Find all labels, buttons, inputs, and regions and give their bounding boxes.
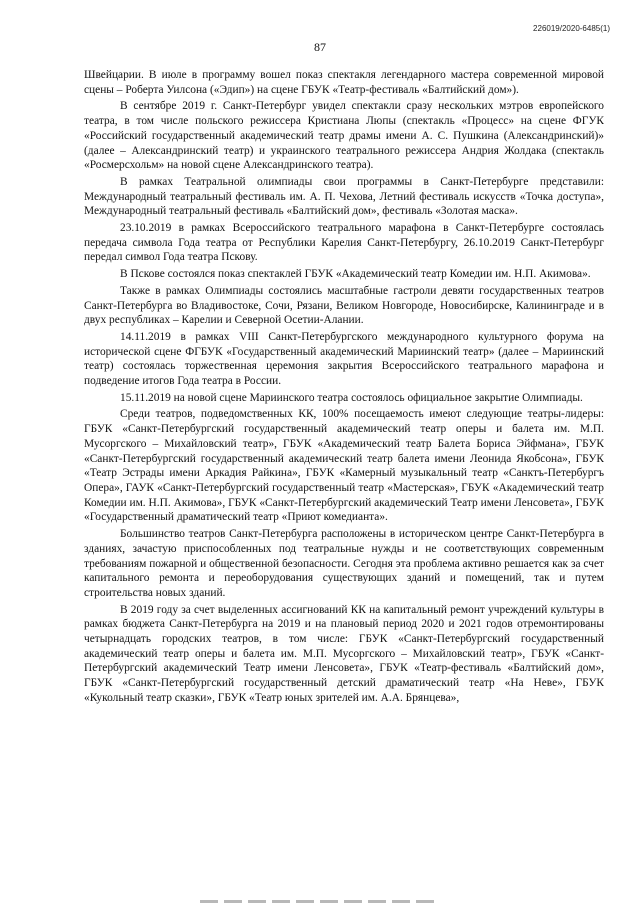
paragraph: 14.11.2019 в рамках VIII Санкт-Петербургского международного культурного форума на исторической сцене ФГБУК «Государственный академический Мариинский театр» (далее – Мариинский театр) состоялась торжественная церемония закрытия Всероссийского театрального марафона и подведение итогов Года театра в России. <box>84 330 604 388</box>
paragraph: В 2019 году за счет выделенных ассигнований КК на капитальный ремонт учреждений культуры в рамках бюджета Санкт-Петербурга на 2019 и на плановый период 2020 и 2021 годов отремонтированы четырнадцать городских театров, в том числе: ГБУК «Санкт-Петербургский государственный академический театр оперы и балета им. М.П. Мусоргского – Михайловский театр», ГБУК «Санкт-Петербургский академический Театр имени Ленсовета», ГБУК «Театр-фестиваль «Балтийский дом», ГБУК «Санкт-Петербургский государственный детский драматический театр «На Неве», ГБУК «Кукольный театр сказки», ГБУК «Театр юных зрителей им. А.А. Брянцева», <box>84 603 604 704</box>
document-id: 226019/2020-6485(1) <box>533 24 610 33</box>
paragraph: В рамках Театральной олимпиады свои программы в Санкт-Петербурге представили: Международный театральный фестиваль им. А. П. Чехова, Летний фестиваль искусств «Точка доступа», Международный театральный фестиваль «Балтийский дом», фестиваль «Золотая маска». <box>84 175 604 218</box>
paragraph: В сентябре 2019 г. Санкт-Петербург увидел спектакли сразу нескольких мэтров европейского театра, в том числе польского режиссера Кристиана Люпы (спектакль «Процесс» на сцене ФГУК «Российский государственный академический театр драмы имени А. С. Пушкина (Александринский)» (далее – Александринский театр) и украинского театрального режиссера Андрия Жолдака (спектакль «Росмерсхольм» на новой сцене Александринского театра). <box>84 100 604 172</box>
document-body <box>84 68 604 706</box>
paragraph: 15.11.2019 на новой сцене Мариинского театра состоялось официальное закрытие Олимпиады. <box>120 391 583 404</box>
paragraph: Большинство театров Санкт-Петербурга расположены в историческом центре Санкт-Петербурга в зданиях, зачастую приспособленных под театральные нужды и не соответствующих современным требованиям пожарной и общественной безопасности. Сегодня эта проблема активно решается как за счет капитального ремонта и переоборудования существующих зданий и помещений, так и путем строительства новых зданий. <box>84 528 604 599</box>
paragraph: Швейцарии. В июле в программу вошел показ спектакля легендарного мастера современной мировой сцены – Роберта Уилсона («Эдип») на сцене ГБУК «Театр-фестиваль «Балтийский дом»). <box>84 69 604 96</box>
paragraph: В Пскове состоялся показ спектаклей ГБУК «Академический театр Комедии им. Н.П. Акимова». <box>120 268 591 281</box>
paragraph: 23.10.2019 в рамках Всероссийского театрального марафона в Санкт-Петербурге состоялась передача символа Года театра от Республики Карелия Санкт-Петербургу, 26.10.2019 Санкт-Петербург передал символ Года театра Пскову. <box>84 222 604 264</box>
paragraph: Также в рамках Олимпиады состоялись масштабные гастроли девяти государственных театров Санкт-Петербурга во Владивостоке, Сочи, Рязани, Великом Новгороде, Новосибирске, Калининграде и в двух республиках – Карелии и Северной Осетии-Алании. <box>84 284 604 327</box>
page-number: 87 <box>314 40 326 54</box>
paragraph: Среди театров, подведомственных КК, 100% посещаемость имеют следующие театры-лидеры: ГБУК «Санкт-Петербургский государственный академический театр оперы и балета им. М.П. Мусоргского – Михайловский театр», ГБУК «Академический театр Балета Бориса Эйфмана», ГБУК «Санкт-Петербургский государственный академический театр балета имени Леонида Якобсона», ГБУК «Театр Эстрады имени Аркадия Райкина», ГБУК «Камерный музыкальный театр «Санктъ-Петербургъ Опера», ГАУК «Санкт-Петербургский государственный театр «Мастерская», ГБУК «Академический театр Комедии им. Н.П. Акимова», ГБУК «Санкт-Петербургский академический Театр имени Ленсовета», ГБУК «Государственный драматический театр «Приют комедианта». <box>84 408 604 524</box>
footer-scan-artifact <box>200 900 440 903</box>
